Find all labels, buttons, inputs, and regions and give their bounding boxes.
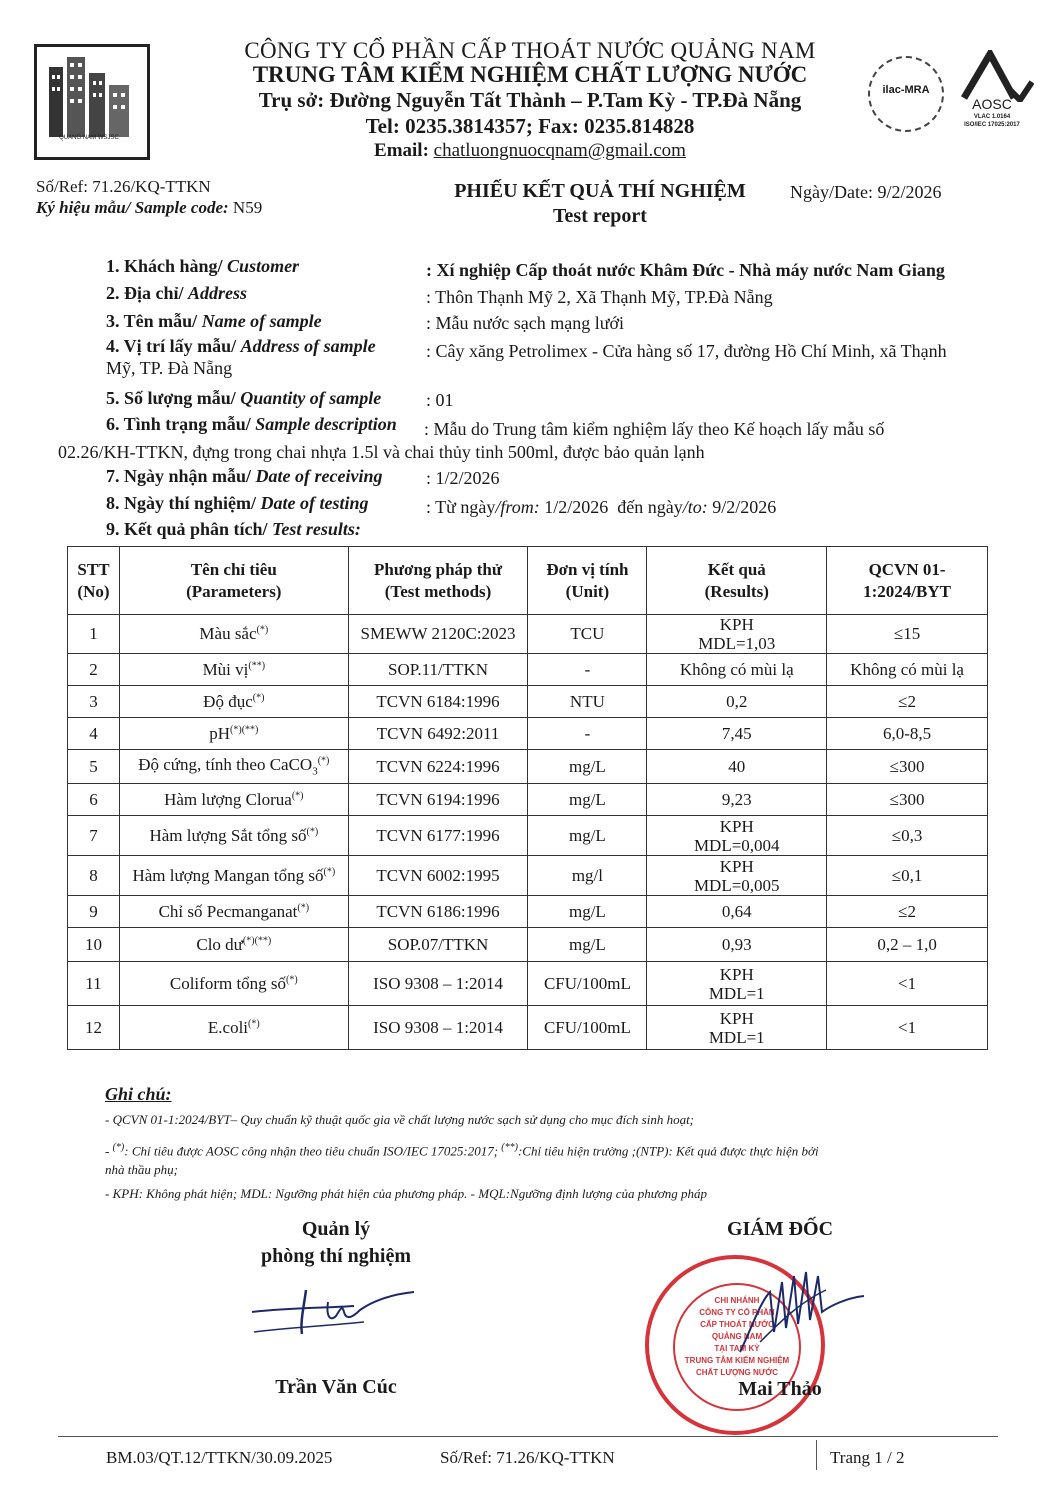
note-accreditation: - (*): Chỉ tiêu được AOSC công nhận theo tiêu chuẩn ISO/IEC 17025:2017; (**):Chỉ tiêu hiện trường ;(NTP): Kết quả được thực hiện bởi nhà thầu phụ; bbox=[105, 1142, 819, 1178]
table-row bbox=[68, 1006, 988, 1050]
receiving-value: : 1/2/2026 bbox=[426, 468, 500, 488]
cell-unit: TCU bbox=[528, 615, 647, 654]
cell-result: KPH MDL=1,03 bbox=[647, 615, 827, 654]
center-name: TRUNG TÂM KIỂM NGHIỆM CHẤT LƯỢNG NƯỚC bbox=[252, 62, 808, 87]
cell-no: 7 bbox=[68, 816, 120, 856]
company-logo bbox=[34, 44, 150, 160]
director-name: Mai Thảo bbox=[738, 1378, 822, 1400]
cell-no: 9 bbox=[68, 896, 120, 928]
cell-method: SOP.11/TTKN bbox=[348, 654, 528, 686]
cell-method: TCVN 6492:2011 bbox=[348, 718, 528, 750]
cell-standard-limit: 6,0-8,5 bbox=[827, 718, 988, 750]
cell-unit: mg/L bbox=[528, 784, 647, 816]
table-row bbox=[68, 962, 988, 1006]
cell-unit: - bbox=[528, 654, 647, 686]
table-row bbox=[68, 816, 988, 856]
sample-code-label: Ký hiệu mẫu/ Sample code: bbox=[36, 198, 229, 217]
cell-result: 0,64 bbox=[647, 896, 827, 928]
customer-label: 1. Khách hàng/ Customer bbox=[106, 256, 300, 276]
customer-value: : Xí nghiệp Cấp thoát nước Khâm Đức - Nhà máy nước Nam Giang bbox=[426, 260, 945, 280]
table-row bbox=[68, 686, 988, 718]
cell-no: 1 bbox=[68, 615, 120, 654]
table-row bbox=[68, 896, 988, 928]
cell-result: KPH MDL=1 bbox=[647, 962, 827, 1006]
report-date: Ngày/Date: 9/2/2026 bbox=[790, 182, 942, 202]
footer-ref: Số/Ref: 71.26/KQ-TTKN bbox=[440, 1448, 615, 1467]
cell-standard-limit: <1 bbox=[827, 962, 988, 1006]
cell-standard-limit: ≤15 bbox=[827, 615, 988, 654]
director-signature bbox=[730, 1262, 870, 1372]
cell-standard-limit: ≤300 bbox=[827, 784, 988, 816]
cell-unit: mg/L bbox=[528, 816, 647, 856]
cell-parameter: Hàm lượng Sắt tổng số(*) bbox=[119, 816, 348, 856]
cell-method: SOP.07/TTKN bbox=[348, 928, 528, 962]
receiving-label: 7. Ngày nhận mẫu/ Date of receiving bbox=[106, 466, 383, 486]
aosc-mark-icon bbox=[950, 50, 1034, 102]
col-header-unit: Đơn vị tính (Unit) bbox=[528, 547, 647, 615]
table-row bbox=[68, 750, 988, 784]
director-title: GIÁM ĐỐC bbox=[726, 1218, 834, 1240]
vlac-number: VLAC 1.0164 bbox=[973, 114, 1011, 120]
footer-page: Trang 1 / 2 bbox=[830, 1448, 905, 1467]
table-body bbox=[68, 615, 988, 1050]
cell-parameter: Clo dư(*)(**) bbox=[119, 928, 348, 962]
cell-parameter: pH(*)(**) bbox=[119, 718, 348, 750]
sample-code-line bbox=[36, 197, 262, 218]
cell-no: 6 bbox=[68, 784, 120, 816]
cell-result: 0,2 bbox=[647, 686, 827, 718]
reference-block bbox=[36, 176, 262, 218]
footer-form-code: BM.03/QT.12/TTKN/30.09.2025 bbox=[106, 1448, 333, 1467]
lab-manager-name: Trần Văn Cúc bbox=[275, 1376, 397, 1398]
ilac-logo-text: ilac-MRA bbox=[874, 84, 938, 96]
email-link[interactable]: chatluongnuocqnam@gmail.com bbox=[433, 140, 686, 161]
address-label: 2. Địa chỉ/ Address bbox=[106, 283, 248, 303]
cell-no: 8 bbox=[68, 856, 120, 896]
cell-result: 40 bbox=[647, 750, 827, 784]
col-header-standard: QCVN 01- 1:2024/BYT bbox=[827, 547, 988, 615]
quantity-value: : 01 bbox=[426, 390, 454, 410]
logo-caption: QUANG NAM WSJSC bbox=[59, 135, 119, 141]
test-from-date: 1/2/2026 bbox=[544, 497, 609, 517]
ref-number: Số/Ref: 71.26/KQ-TTKN bbox=[36, 177, 211, 196]
sample-location-line1: : Cây xăng Petrolimex - Cửa hàng số 17, đường Hồ Chí Minh, xã Thạnh bbox=[426, 341, 947, 361]
cell-standard-limit: ≤0,3 bbox=[827, 816, 988, 856]
address-value: : Thôn Thạnh Mỹ 2, Xã Thạnh Mỹ, TP.Đà Nẵng bbox=[426, 287, 773, 307]
cell-no: 12 bbox=[68, 1006, 120, 1050]
title-vn: PHIẾU KẾT QUẢ THÍ NGHIỆM bbox=[454, 180, 746, 202]
cell-result: Không có mùi lạ bbox=[647, 654, 827, 686]
cell-result: KPH MDL=0,005 bbox=[647, 856, 827, 896]
title-en: Test report bbox=[553, 205, 647, 227]
head-office-address: Trụ sở: Đường Nguyễn Tất Thành – P.Tam Kỳ - TP.Đà Nẵng bbox=[258, 88, 802, 112]
cell-parameter: E.coli(*) bbox=[119, 1006, 348, 1050]
sample-name-value: : Mẫu nước sạch mạng lưới bbox=[426, 313, 625, 333]
note-qcvn: - QCVN 01-1:2024/BYT– Quy chuẩn kỹ thuật quốc gia về chất lượng nước sạch sử dụng cho mục đích sinh hoạt; bbox=[105, 1112, 695, 1127]
cell-parameter: Độ đục(*) bbox=[119, 686, 348, 718]
cell-unit: mg/l bbox=[528, 856, 647, 896]
col-header-no: STT (No) bbox=[68, 547, 120, 615]
cell-method: TCVN 6224:1996 bbox=[348, 750, 528, 784]
contact-phone: Tel: 0235.3814357; Fax: 0235.814828 bbox=[365, 114, 695, 138]
testing-label: 8. Ngày thí nghiệm/ Date of testing bbox=[106, 493, 369, 513]
cell-parameter: Hàm lượng Mangan tổng số(*) bbox=[119, 856, 348, 896]
cell-method: TCVN 6184:1996 bbox=[348, 686, 528, 718]
company-name: CÔNG TY CỔ PHẦN CẤP THOÁT NƯỚC QUẢNG NAM bbox=[244, 38, 816, 63]
cell-method: TCVN 6002:1995 bbox=[348, 856, 528, 896]
cell-no: 4 bbox=[68, 718, 120, 750]
cell-method: ISO 9308 – 1:2014 bbox=[348, 962, 528, 1006]
aosc-logo bbox=[950, 50, 1034, 140]
cell-unit: CFU/100mL bbox=[528, 1006, 647, 1050]
cell-method: TCVN 6194:1996 bbox=[348, 784, 528, 816]
notes-title: Ghi chú: bbox=[105, 1084, 172, 1104]
table-row bbox=[68, 856, 988, 896]
sample-location-line2: Mỹ, TP. Đà Nẵng bbox=[106, 358, 233, 378]
cell-standard-limit: ≤300 bbox=[827, 750, 988, 784]
col-header-parameter: Tên chỉ tiêu (Parameters) bbox=[119, 547, 348, 615]
cell-parameter: Coliform tổng số(*) bbox=[119, 962, 348, 1006]
cell-standard-limit: ≤2 bbox=[827, 896, 988, 928]
note-abbreviations: - KPH: Không phát hiện; MDL: Ngưỡng phát hiện của phương pháp. - MQL:Ngưỡng định lượng của phương pháp bbox=[105, 1186, 708, 1201]
cell-standard-limit: <1 bbox=[827, 1006, 988, 1050]
test-to-date: 9/2/2026 bbox=[712, 497, 777, 517]
description-line1: : Mẫu do Trung tâm kiểm nghiệm lấy theo Kế hoạch lấy mẫu số bbox=[424, 419, 885, 439]
cell-method: ISO 9308 – 1:2014 bbox=[348, 1006, 528, 1050]
cell-standard-limit: 0,2 – 1,0 bbox=[827, 928, 988, 962]
cell-parameter: Chỉ số Pecmanganat(*) bbox=[119, 896, 348, 928]
cell-result: 0,93 bbox=[647, 928, 827, 962]
testing-value: : Từ ngày/from: 1/2/2026 đến ngày/to: 9/2/2026 bbox=[426, 497, 777, 517]
col-header-result: Kết quả (Results) bbox=[647, 547, 827, 615]
sample-name-label: 3. Tên mẫu/ Name of sample bbox=[106, 311, 322, 331]
cell-no: 2 bbox=[68, 654, 120, 686]
cell-standard-limit: ≤2 bbox=[827, 686, 988, 718]
contact-email bbox=[180, 140, 880, 162]
cell-unit: NTU bbox=[528, 686, 647, 718]
cell-result: KPH MDL=0,004 bbox=[647, 816, 827, 856]
cell-unit: - bbox=[528, 718, 647, 750]
ilac-mra-logo bbox=[868, 56, 944, 132]
table-row bbox=[68, 615, 988, 654]
description-line2: 02.26/KH-TTKN, đựng trong chai nhựa 1.5l và chai thủy tinh 500ml, được bảo quản lạnh bbox=[58, 442, 705, 462]
lab-manager-signature bbox=[244, 1282, 424, 1352]
email-label: Email: bbox=[374, 140, 429, 161]
description-label: 6. Tình trạng mẫu/ Sample description bbox=[106, 414, 397, 434]
cell-unit: mg/L bbox=[528, 896, 647, 928]
cell-unit: mg/L bbox=[528, 750, 647, 784]
cell-parameter: Màu sắc(*) bbox=[119, 615, 348, 654]
footer-divider bbox=[58, 1436, 998, 1437]
cell-no: 5 bbox=[68, 750, 120, 784]
report-title bbox=[400, 180, 800, 228]
cell-standard-limit: ≤0,1 bbox=[827, 856, 988, 896]
table-row bbox=[68, 784, 988, 816]
lab-manager-title: Quản lý phòng thí nghiệm bbox=[260, 1218, 412, 1267]
sample-code: N59 bbox=[232, 198, 263, 217]
cell-parameter: Hàm lượng Clorua(*) bbox=[119, 784, 348, 816]
cell-unit: mg/L bbox=[528, 928, 647, 962]
cell-result: 7,45 bbox=[647, 718, 827, 750]
cell-result: 9,23 bbox=[647, 784, 827, 816]
iso-standard: ISO/IEC 17025:2017 bbox=[964, 122, 1020, 128]
cell-no: 11 bbox=[68, 962, 120, 1006]
aosc-text: AOSC bbox=[972, 96, 1012, 112]
quantity-label: 5. Số lượng mẫu/ Quantity of sample bbox=[106, 388, 382, 408]
sample-location-label: 4. Vị trí lấy mẫu/ Address of sample bbox=[106, 336, 376, 356]
cell-standard-limit: Không có mùi lạ bbox=[827, 654, 988, 686]
results-table bbox=[67, 546, 988, 1050]
table-row bbox=[68, 718, 988, 750]
cell-no: 10 bbox=[68, 928, 120, 962]
cell-no: 3 bbox=[68, 686, 120, 718]
results-label: 9. Kết quả phân tích/ Test results: bbox=[106, 519, 361, 539]
cell-parameter: Độ cứng, tính theo CaCO$_3$(*) bbox=[119, 750, 348, 784]
table-header-row bbox=[68, 547, 988, 615]
cell-method: TCVN 6186:1996 bbox=[348, 896, 528, 928]
table-row bbox=[68, 928, 988, 962]
footer-separator bbox=[816, 1440, 817, 1470]
seal-text: CHI NHÁNH CÔNG TY CỔ PHẦN CẤP THOÁT NƯỚC QUẢNG NAM TẠI TAM KỲ TRUNG TÂM KIỂM NGHIỆM CHẤT LƯỢNG NƯỚC bbox=[684, 1296, 790, 1377]
cell-method: SMEWW 2120C:2023 bbox=[348, 615, 528, 654]
table-row bbox=[68, 654, 988, 686]
cell-result: KPH MDL=1 bbox=[647, 1006, 827, 1050]
col-header-method: Phương pháp thử (Test methods) bbox=[348, 547, 528, 615]
cell-parameter: Mùi vị(**) bbox=[119, 654, 348, 686]
cell-unit: CFU/100mL bbox=[528, 962, 647, 1006]
cell-method: TCVN 6177:1996 bbox=[348, 816, 528, 856]
